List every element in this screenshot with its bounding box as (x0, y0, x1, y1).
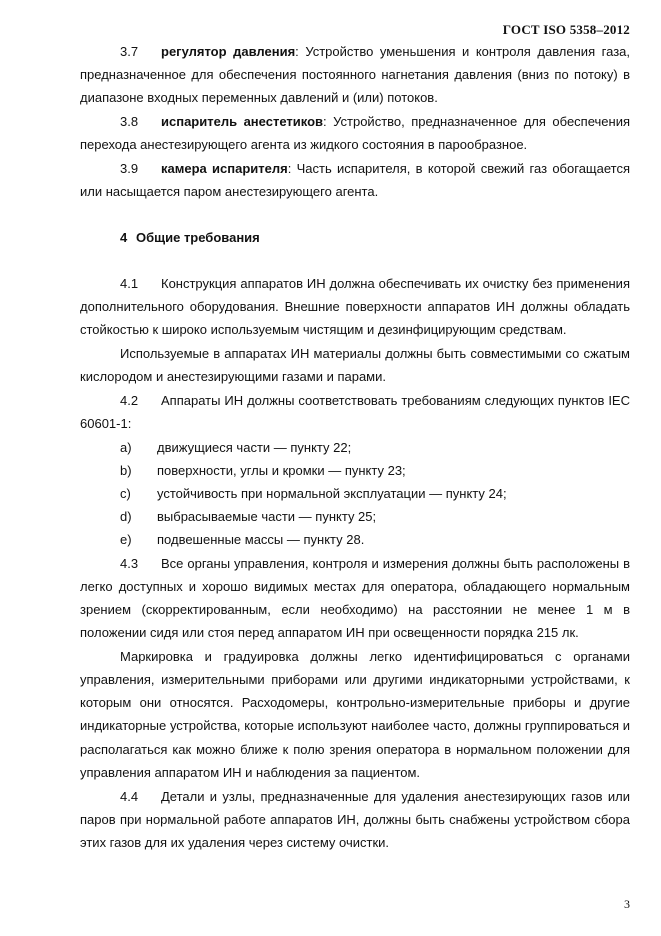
defined-term: испаритель анестетиков (161, 114, 324, 130)
list-item (80, 459, 630, 482)
defined-term: камера испарителя (161, 161, 288, 177)
definition-3-8 (80, 110, 630, 156)
list-text: движущиеся части — пункту 22; (157, 439, 352, 455)
clause-4-2 (80, 389, 630, 435)
clause-number: 4.3 (120, 555, 139, 571)
defined-term: регулятор давления (161, 44, 296, 59)
list-item (80, 528, 630, 551)
list-label: e) (120, 532, 132, 548)
definition-text: : Устройство уменьшения и контроля давления газа, предназначенное для обеспечения постоянного нагнетания давления (вниз по потоку) в диапазоне входных переменных давлений и (или) потоков. (80, 44, 630, 106)
clause-number: 4.1 (120, 275, 139, 291)
clause-number: 4.4 (120, 788, 139, 804)
list-label: d) (120, 509, 132, 525)
definition-text: : Часть испарителя, в которой свежий газ обогащается или насыщается паром анестезирующего агента. (80, 161, 630, 200)
clause-number: 3.8 (120, 114, 139, 130)
clause-text: Маркировка и градуировка должны легко идентифицироваться с органами управления, измерительными приборами или другими индикаторными устройствами, к которым они относятся. Расходомеры, контрольно-измерительные приборы и другие индикаторные устройства, которые используют наиболее часто, должны группироваться и располагаться как можно ближе к полю зрения оператора в нормальном положении для управления аппаратом ИН и наблюдения за пациентом. (80, 648, 630, 780)
definition-text: : Устройство, предназначенное для обеспечения перехода анестезирующего агента из жидкого состояния в парообразное. (80, 114, 630, 153)
list-item (80, 482, 630, 505)
definition-3-7 (80, 40, 630, 110)
clause-4-1 (80, 272, 630, 342)
section-title: Общие требования (136, 230, 260, 246)
section-heading (120, 226, 630, 249)
clause-4-3-continued (80, 645, 630, 784)
list-text: подвешенные массы — пункту 28. (157, 532, 365, 548)
clause-number: 3.9 (120, 161, 139, 177)
list-item (80, 505, 630, 528)
clause-text: Все органы управления, контроля и измерения должны быть расположены в легко доступных и хорошо видимых местах для оператора, обладающего нормальным зрением (скорректированным, если необходимо) на расстоянии не менее 1 м в положении сидя или стоя перед аппаратом ИН при освещенности порядка 215 лк. (80, 555, 630, 641)
clause-text: Аппараты ИН должны соответствовать требованиям следующих пунктов IEC 60601-1: (80, 392, 630, 431)
definition-3-9 (80, 157, 630, 203)
clause-text: Детали и узлы, предназначенные для удаления анестезирующих газов или паров при нормальной работе аппаратов ИН, должны быть снабжены устройством сбора этих газов для их удаления через систему очистки. (80, 788, 630, 850)
clause-text: Конструкция аппаратов ИН должна обеспечивать их очистку без применения дополнительного оборудования. Внешние поверхности аппаратов ИН должны обладать стойкостью к широко используемым чистящим и дезинфицирующим средствам. (80, 275, 630, 338)
list-label: c) (120, 485, 131, 501)
list-label: a) (120, 439, 132, 455)
clause-number: 4.2 (120, 392, 139, 408)
list-text: выбрасываемые части — пункту 25; (157, 509, 377, 525)
list-text: устойчивость при нормальной эксплуатации — пункту 24; (157, 485, 507, 501)
clause-text: Используемые в аппаратах ИН материалы должны быть совместимыми со сжатым кислородом и анестезирующими газами и парами. (80, 345, 630, 384)
document-header: ГОСТ ISO 5358–2012 (502, 22, 630, 37)
clause-number: 3.7 (120, 44, 139, 59)
clause-4-4 (80, 785, 630, 855)
clause-4-1-continued (80, 342, 630, 388)
section-number: 4 (120, 230, 128, 246)
page-number: 3 (624, 897, 630, 911)
clause-4-3 (80, 552, 630, 645)
list-item (80, 436, 630, 459)
list-label: b) (120, 462, 132, 478)
page-body (80, 40, 630, 855)
list-text: поверхности, углы и кромки — пункту 23; (157, 462, 406, 478)
